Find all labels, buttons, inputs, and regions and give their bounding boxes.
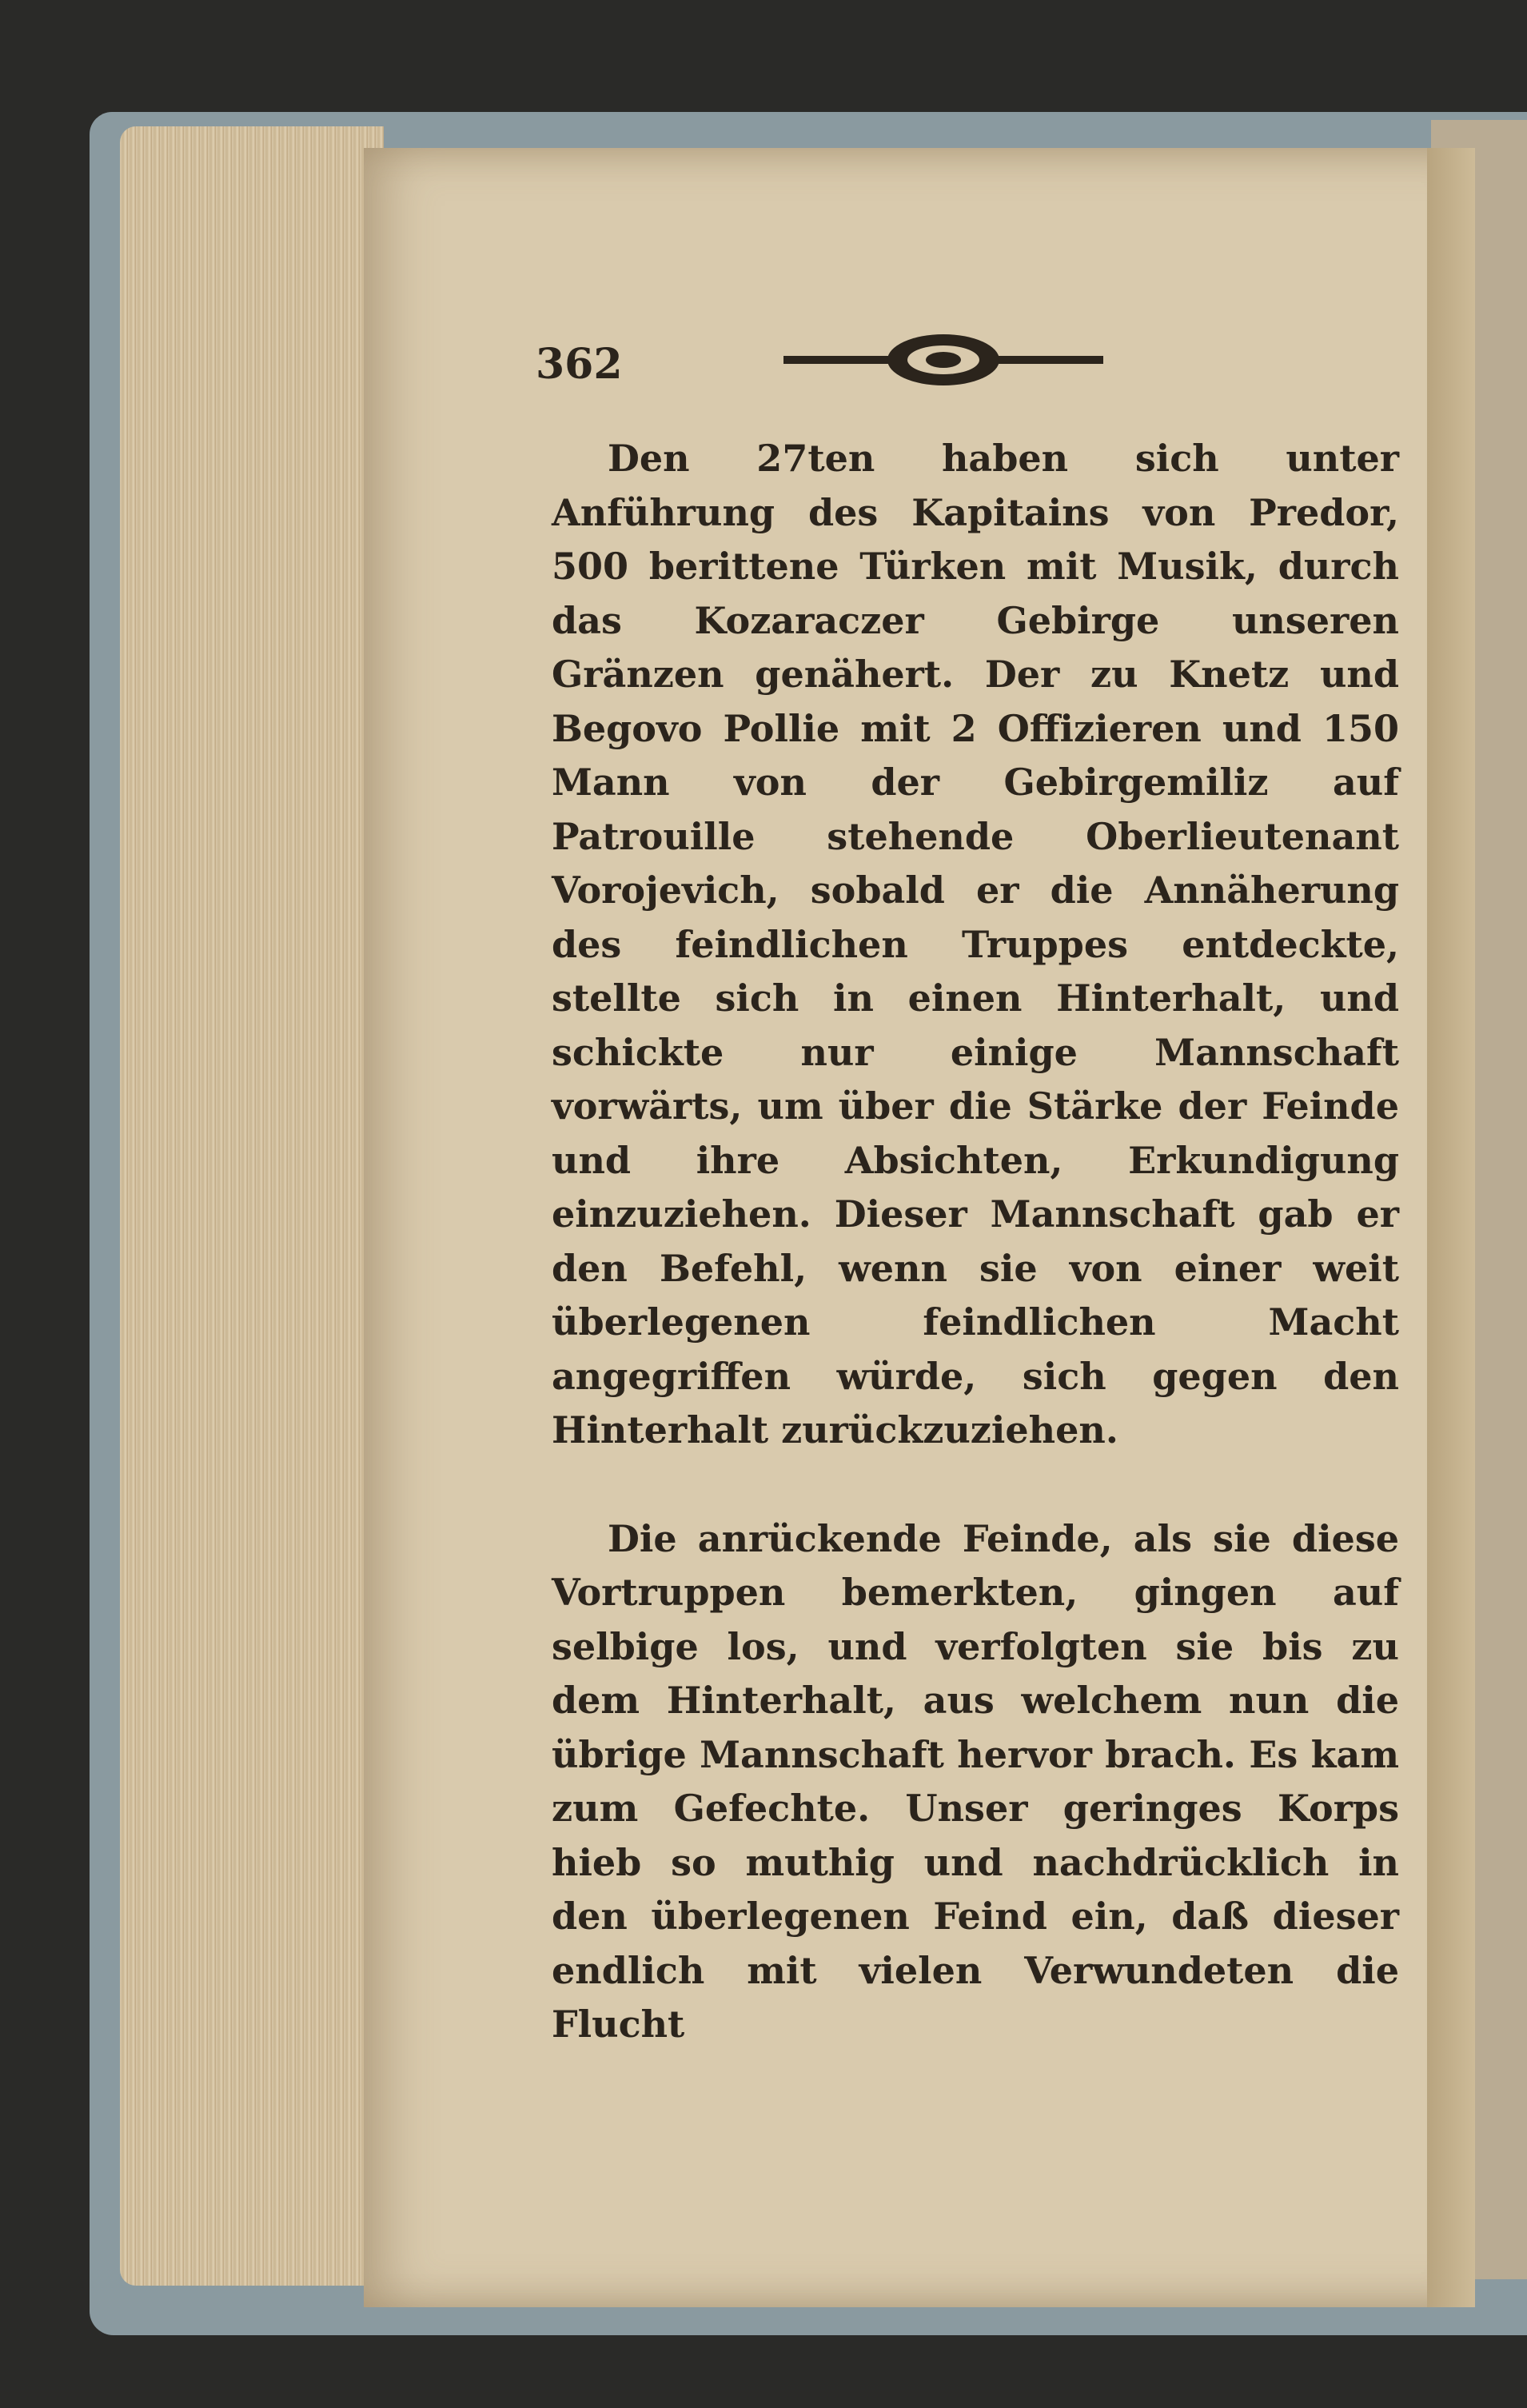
header-ornament bbox=[783, 324, 1103, 396]
body-text bbox=[552, 432, 1399, 2052]
page-number: 362 bbox=[536, 340, 623, 389]
paragraph-1: Den 27ten haben sich unter Anführung des Kapitains von Predor, 500 berittene Türken mit Musik, durch das Kozaraczer Gebirge unseren Gränzen genähert. Der zu Knetz und Begovo Pollie mit 2 Offizieren und 150 Mann von der Gebirgemiliz auf Patrouille stehende Oberlieutenant Vorojevich, sobald er die Annäherung des feindlichen Truppes entdeckte, stellte sich in einen Hinterhalt, und schickte nur einige Mannschaft vorwärts, um über die Stärke der Feinde und ihre Absichten, Erkundigung einzuziehen. Dieser Mannschaft gab er den Befehl, wenn sie von einer weit überlegenen feindlichen Macht angegriffen würde, sich gegen den Hinterhalt zurückzuziehen. bbox=[552, 437, 1399, 1452]
page-edges bbox=[120, 126, 384, 2286]
page-gutter bbox=[1427, 148, 1475, 2307]
paragraph-2: Die anrückende Feinde, als sie diese Vortruppen bemerkten, gingen auf selbige los, und verfolgten sie bis zu dem Hinterhalt, aus welchem nun die übrige Mannschaft hervor brach. Es kam zum Gefechte. Unser geringes Korps hieb so muthig und nachdrücklich in den überlegenen Feind ein, daß dieser endlich mit vielen Verwundeten die Flucht bbox=[552, 1516, 1399, 2046]
